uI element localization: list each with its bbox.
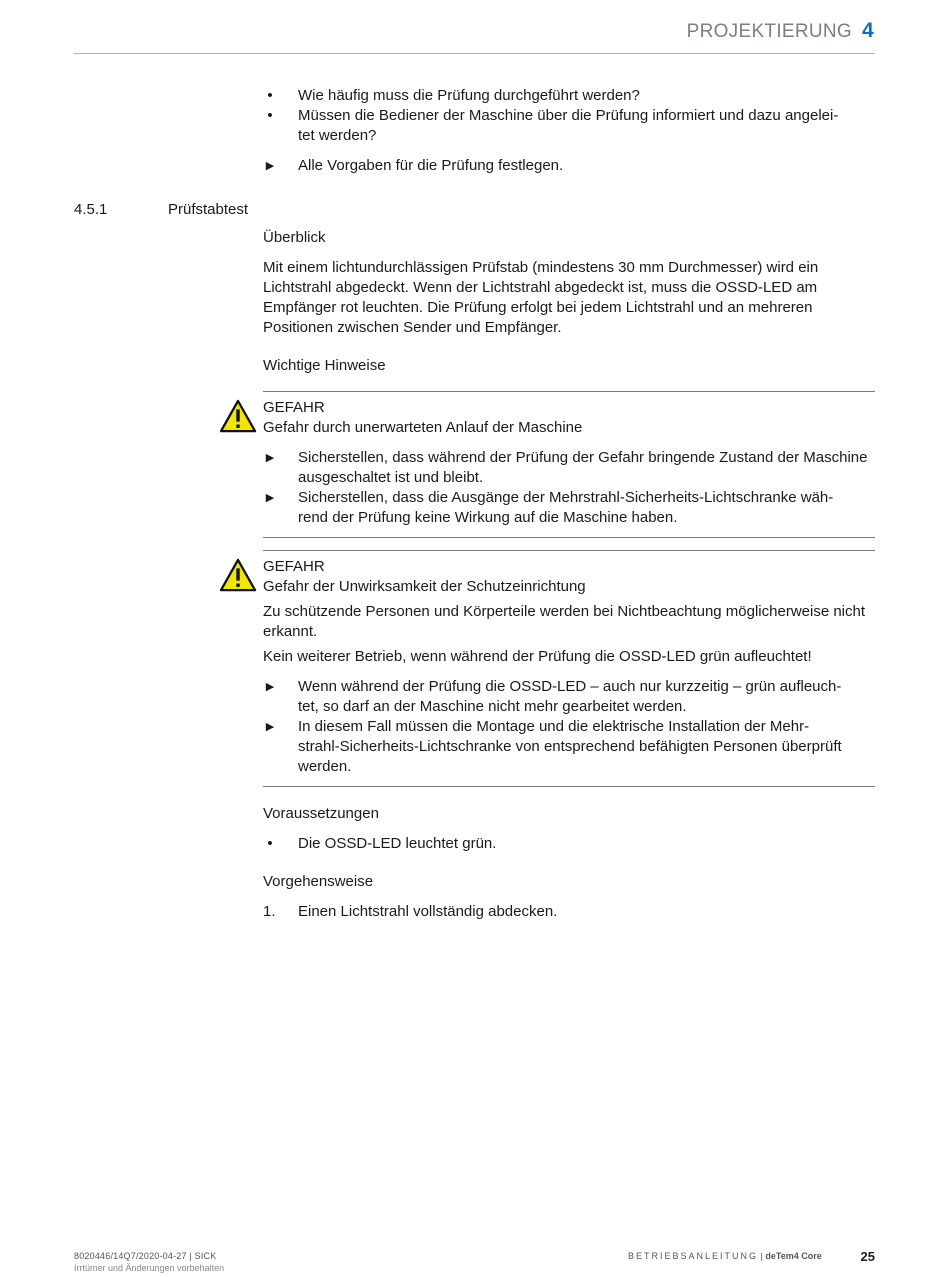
action-item: ▶ Alle Vorgaben für die Prüfung festlegen. [263, 156, 875, 176]
triangle-right-icon: ▶ [265, 681, 275, 693]
footer-doc-id: 8020446/14Q7/2020-04-27 | SICK [74, 1251, 217, 1261]
hazard-label: GEFAHR [263, 399, 325, 416]
hazard-action-list [263, 448, 875, 528]
footer-manual: BETRIEBSANLEITUNG | deTem4 Core [628, 1251, 822, 1261]
hazard-label: GEFAHR [263, 558, 325, 575]
section-number: 4.5.1 [74, 201, 108, 218]
triangle-right-icon: ▶ [265, 492, 275, 504]
hazard-paragraph: Zu schützende Personen und Körperteile werden bei Nichtbeachtung möglicherweise nicht erkannt. [263, 603, 866, 640]
step-item: 1. Einen Lichtstrahl vollständig abdecken. [263, 903, 558, 920]
procedure-steps [263, 902, 875, 922]
hazard-box-2 [263, 550, 875, 787]
section-title: Prüfstabtest [168, 201, 249, 218]
action-item: ▶ In diesem Fall müssen die Montage und die elektrische Installation der Mehr- strahl-Sicherheits-Lichtschranke von entsprechend befähigten Personen überprüft werden. [263, 717, 875, 777]
overview-text: Mit einem lichtundurchlässigen Prüfstab (mindestens 30 mm Durchmesser) wird ein Lichtstrahl abgedeckt. Wenn der Lichtstrahl abgedeckt ist, muss die OSSD-LED am Empfänger rot leuchten. Die Prüfung erfolgt bei jedem Lichtstrahl und an mehreren Positionen zwischen Sender und Empfänger. [263, 259, 819, 336]
header-divider [74, 53, 875, 54]
action-item: ▶ Sicherstellen, dass während der Prüfung der Gefahr bringende Zustand der Maschine ausgeschaltet ist und bleibt. [263, 448, 875, 488]
triangle-right-icon: ▶ [265, 721, 275, 733]
notes-heading: Wichtige Hinweise [263, 357, 386, 374]
footer-product: deTem4 Core [765, 1251, 822, 1261]
bullet-icon: • [267, 87, 273, 104]
list-item: • Wie häufig muss die Prüfung durchgeführt werden? [263, 86, 875, 106]
list-item: • Müssen die Bediener der Maschine über die Prüfung informiert und dazu angelei- tet werden? [263, 106, 875, 146]
intro-action-list [263, 156, 875, 176]
page-number: 25 [860, 1249, 875, 1264]
procedure-heading: Vorgehensweise [263, 873, 374, 890]
step-number: 1. [263, 903, 276, 920]
bullet-icon: • [267, 107, 273, 124]
hazard-subtitle: Gefahr durch unerwarteten Anlauf der Maschine [263, 419, 583, 436]
intro-bullet-list [263, 86, 875, 146]
prerequisites-heading: Voraussetzungen [263, 805, 379, 822]
triangle-right-icon: ▶ [265, 160, 275, 172]
chapter-title [687, 19, 874, 43]
warning-triangle-icon [219, 399, 257, 433]
warning-triangle-icon [219, 558, 257, 592]
triangle-right-icon: ▶ [265, 452, 275, 464]
hazard-action-list [263, 677, 875, 777]
action-item: ▶ Sicherstellen, dass die Ausgänge der Mehrstrahl-Sicherheits-Lichtschranke wäh- rend der Prüfung keine Wirkung auf die Maschine haben. [263, 488, 875, 528]
main-content [263, 86, 875, 922]
chapter-title-text: PROJEKTIERUNG [686, 21, 853, 42]
chapter-number: 4 [862, 19, 874, 42]
overview-heading: Überblick [263, 229, 326, 246]
footer-disclaimer: Irrtümer und Änderungen vorbehalten [74, 1263, 225, 1273]
action-item: ▶ Wenn während der Prüfung die OSSD-LED – auch nur kurzzeitig – grün aufleuch- tet, so darf an der Maschine nicht mehr gearbeitet werden. [263, 677, 875, 717]
list-item: • Die OSSD-LED leuchtet grün. [263, 834, 875, 854]
hazard-subtitle: Gefahr der Unwirksamkeit der Schutzeinrichtung [263, 578, 586, 595]
footer-manual-label: BETRIEBSANLEITUNG [628, 1251, 759, 1261]
prerequisites-list [263, 834, 875, 854]
hazard-box-1 [263, 391, 875, 538]
bullet-icon: • [267, 835, 273, 852]
hazard-paragraph: Kein weiterer Betrieb, wenn während der Prüfung die OSSD-LED grün aufleuchtet! [263, 648, 812, 665]
